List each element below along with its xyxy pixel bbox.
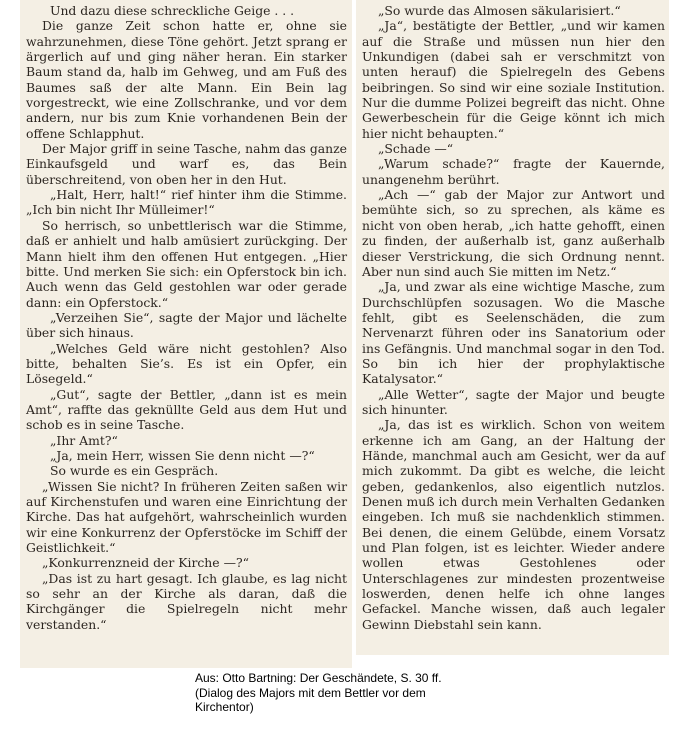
paragraph: „Ach —“ gab der Major zur Antwort und bemühte sich, so zu sprechen, als käme es nicht von oben herab, „ich hatte gehofft, einen zu finden, der außerhalb ist, ganz außerhalb dieser Verstrickung, die sich Ordnung nennt. Aber nun sind auch Sie mitten im Netz.“: [362, 187, 665, 279]
paragraph: „Das ist zu hart gesagt. Ich glaube, es lag nicht so sehr an der Kirche als daran, daß die Kirchgänger die Spielregeln nicht mehr verstanden.“: [26, 570, 347, 632]
source-caption: [195, 671, 515, 715]
paragraph: So herrisch, so unbettlerisch war die Stimme, daß er anhielt und halb amüsiert zurückging. Der Mann hielt ihm den offenen Hut entgegen. „Hier bitte. Und merken Sie sich: ein Opferstock bin ich. Auch wenn das Geld gestohlen war oder gerade dann: ein Opferstock.“: [26, 217, 347, 310]
paragraph: Und dazu diese schreckliche Geige . . .: [50, 3, 295, 18]
paragraph: „Schade —“: [378, 141, 454, 157]
paragraph: „So wurde das Almosen säkularisiert.“: [378, 3, 621, 18]
paragraph: „Ja, das ist es wirklich. Schon von weitem erkenne ich am Gang, an der Haltung der Hände, manchmal auch am Gesicht, wer da auf mich zukommt. Da gibt es welche, die leicht geben, gedankenlos, also eigentlich nutzlos. Denen muß ich durch mein Verhalten Gedanken eingeben. Ich muß sie nachdenklich stimmen. Bei denen, die einem Gelübde, einem Vorsatz und Plan folgen, ist es leichter. Wieder andere wollen etwas Gestohlenes oder Unterschlagenes zur mindesten prozentweise loswerden, denen helfe ich ohne langes Gefackel. Manche wissen, daß auch legaler Gewinn Diebstahl sein kann.: [362, 417, 665, 632]
book-page-left-column: [20, 0, 352, 668]
paragraph: „Warum schade?“ fragte der Kauernde, unangenehm berührt.: [362, 156, 665, 187]
paragraph: So wurde es ein Gespräch.: [50, 463, 219, 479]
caption-line: Kirchentor): [195, 700, 254, 714]
paragraph: „Wissen Sie nicht? In früheren Zeiten saßen wir auf Kirchenstufen und waren eine Einrichtung der Kirche. Das hat aufgehört, wahrscheinlich wurden wir eine Konkurrenz der Opferstöcke im Schiff der Geistlichkeit.“: [26, 478, 347, 556]
caption-line: (Dialog des Majors mit dem Bettler vor dem: [195, 685, 426, 700]
paragraph: „Ja, und zwar als eine wichtige Masche, zum Durchschlüpfen sozusagen. Wo die Masche fehlt, gibt es Seelenschäden, die zum Nervenarzt führen oder ins Sanatorium oder ins Gefängnis. Und manchmal sogar in den Tod. So bin ich hier der prophylaktische Katalysator.“: [362, 279, 665, 387]
paragraph: „Ihr Amt?“: [50, 432, 118, 448]
paragraph: „Halt, Herr, halt!“ rief hinter ihm die Stimme. „Ich bin nicht Ihr Mülleimer!“: [26, 187, 347, 218]
paragraph: „Verzeihen Sie“, sagte der Major und lächelte über sich hinaus.: [26, 309, 347, 341]
paragraph: Die ganze Zeit schon hatte er, ohne sie wahrzunehmen, diese Töne gehört. Jetzt sprang er ärgerlich auf und ging näher heran. Ein starker Baum stand da, halb im Gehweg, und am Fuß des Baumes saß der alte Mann. Ein Bein lag vorgestreckt, wie eine Zollschranke, und vor dem andern, nur bis zum Knie vorhandenen Bein der offene Schlapphut.: [26, 18, 347, 141]
paragraph: „Welches Geld wäre nicht gestohlen? Also bitte, behalten Sie’s. Es ist ein Opfer, ein Lösegeld.“: [26, 340, 347, 387]
paragraph: „Alle Wetter“, sagte der Major und beugte sich hinunter.: [362, 386, 665, 417]
paragraph: „Ja, mein Herr, wissen Sie denn nicht —?“: [50, 447, 315, 463]
paragraph: „Ja“, bestätigte der Bettler, „und wir kamen auf die Straße und müssen nun hier den Unkundigen (dabei sah er verschmitzt von unten herauf) die Spielregeln des Gebens beibringen. So sind wir eine soziale Institution. Nur die dumme Polizei begreift das nicht. Ohne Gewerbeschein für die Geige könnt ich mich hier nicht behaupten.“: [362, 18, 665, 141]
caption-line: Aus: Otto Bartning: Der Geschändete, S. 30 ff.: [195, 671, 442, 685]
paragraph: Der Major griff in seine Tasche, nahm das ganze Einkaufsgeld und warf es, das Bein überschreitend, von oben her in den Hut.: [26, 141, 347, 187]
book-page-right-column: [356, 0, 669, 655]
paragraph: „Gut“, sagte der Bettler, „dann ist es mein Amt“, raffte das geknüllte Geld aus dem Hut und schob es in seine Tasche.: [26, 386, 347, 433]
paragraph: „Konkurrenzneid der Kirche —?“: [42, 555, 249, 571]
